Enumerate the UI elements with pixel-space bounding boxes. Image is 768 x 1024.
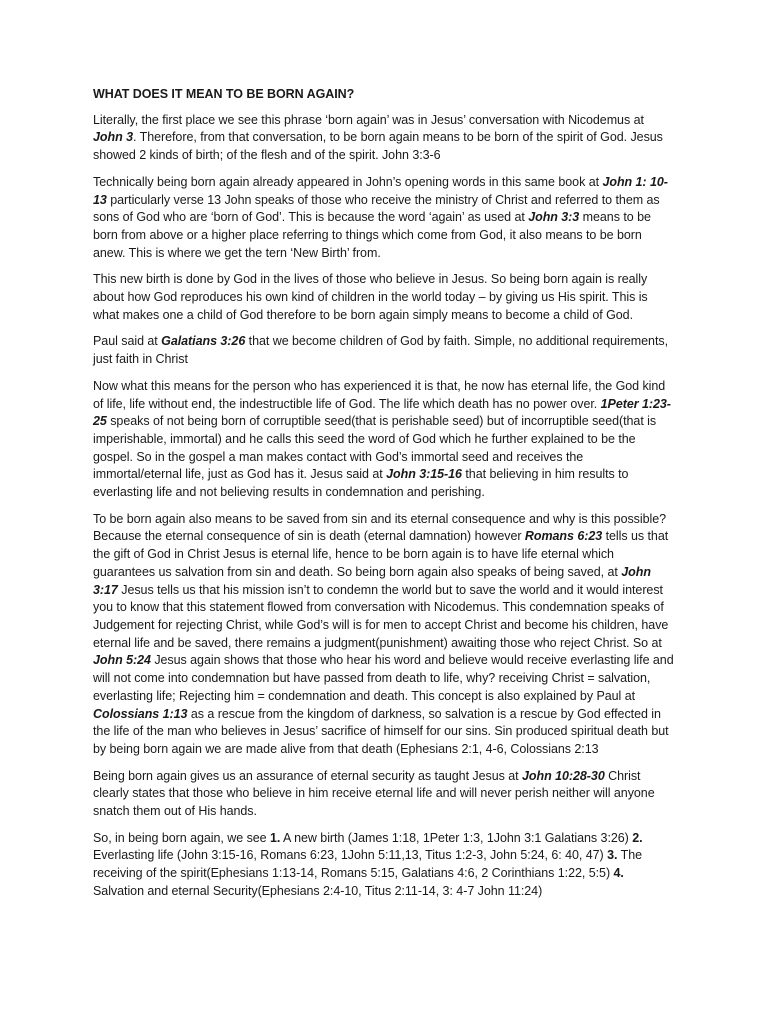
scripture-reference: John 3:3 [528, 210, 580, 225]
paragraph-text: The receiving of the spirit(Ephesians 1:13-14, Romans 5:15, Galatians 4:6, 2 Corinthians 1:22, 5:5) [93, 848, 643, 881]
scripture-reference: Romans 6:23 [524, 529, 603, 544]
paragraph [93, 271, 675, 324]
scripture-reference: John 5:24 [93, 653, 151, 668]
paragraph-text: Technically being born again already appeared in John’s opening words in this same book at [93, 174, 603, 189]
paragraph [93, 333, 675, 368]
paragraph-text: Being born again gives us an assurance of eternal security as taught Jesus at [93, 768, 522, 783]
paragraph-text: Literally, the first place we see this phrase ‘born again’ was in Jesus’ conversation with Nicodemus at [93, 112, 644, 127]
paragraph-text: Salvation and eternal Security(Ephesians 2:4-10, Titus 2:11-14, 3: 4-7 John 11:24) [93, 883, 543, 898]
paragraph-text: . Therefore, from that conversation, to be born again means to be born of the spirit of God. Jesus showed 2 kinds of birth; of the flesh and of the spirit. John 3:3-6 [93, 130, 663, 163]
paragraph [93, 830, 675, 901]
document-page [93, 86, 675, 910]
list-number: 1. [270, 830, 281, 845]
paragraph-text: So, in being born again, we see [93, 830, 270, 845]
paragraph [93, 112, 675, 165]
paragraph-text: tells us that the gift of God in Christ Jesus is eternal life, hence to be born again is to have life eternal which guarantees us salvation from sin and death. So being born again also speaks of being saved, at [93, 529, 669, 579]
list-number: 3. [607, 848, 618, 863]
list-number: 2. [632, 830, 643, 845]
paragraph [93, 174, 675, 263]
scripture-reference: Galatians 3:26 [161, 334, 246, 349]
paragraph-text: Paul said at [93, 334, 162, 349]
paragraph-text: speaks of not being born of corruptible seed(that is perishable seed) but of incorruptible seed(that is imperishable, immortal) and he calls this seed the word of God which he further explained to be the gospel. So in the gospel a man makes contact with God’s immortal seed and receives the immortal/eternal life, just as God has it. Jesus said at [93, 414, 657, 482]
scripture-reference: John 1: 10-13 [93, 174, 668, 207]
paragraph-text: particularly verse 13 John speaks of those who receive the ministry of Christ and referred to them as sons of God who are ‘born of God’. This is because the word ‘again’ as used at [93, 192, 660, 225]
scripture-reference: John 3:17 [93, 564, 651, 597]
document-body [93, 112, 675, 901]
paragraph [93, 378, 675, 502]
paragraph [93, 511, 675, 759]
paragraph-text: that believing in him results to everlasting life and not believing results in condemnation and perishing. [93, 467, 629, 500]
paragraph-text: Christ clearly states that those who believe in him receive eternal life and will never perish neither will anyone snatch them out of His hands. [93, 768, 655, 819]
paragraph-text: Jesus tells us that his mission isn’t to condemn the world but to save the world and it would interest you to know that this statement flowed from conversation with Nicodemus. This condemnation speaks of Judgement for rejecting Christ, while God’s will is for men to accept Christ and become his children, have eternal life and be saved, there remains a judgment(punishment) awaiting those who reject Christ. So at [93, 582, 669, 650]
paragraph-text: that we become children of God by faith. Simple, no additional requirements, just faith in Christ [93, 334, 669, 367]
paragraph-text: This new birth is done by God in the lives of those who believe in Jesus. So being born again is really about how God reproduces his own kind of children in the world today – by giving us His spirit. This is what makes one a child of God therefore to be born again simply means to become a child of God. [93, 272, 648, 322]
scripture-reference: John 3 [93, 130, 133, 145]
scripture-reference: Colossians 1:13 [93, 706, 188, 721]
paragraph-text: To be born again also means to be saved from sin and its eternal consequence and why is this possible? Because the eternal consequence of sin is death (eternal damnation) however [93, 511, 667, 544]
paragraph-text: Now what this means for the person who has experienced it is that, he now has eternal life, the God kind of life, life without end, the indestructible life of God. The life which death has no power over. [93, 378, 666, 411]
scripture-reference: John 3:15-16 [386, 467, 462, 482]
document-title: WHAT DOES IT MEAN TO BE BORN AGAIN? [93, 87, 355, 101]
paragraph-text: means to be born from above or a higher place referring to things which come from God, it also means to be born anew. This is where we get the tern ‘New Birth’ from. [93, 210, 651, 260]
scripture-reference: 1Peter 1:23-25 [93, 396, 671, 429]
paragraph-text: Everlasting life (John 3:15-16, Romans 6:23, 1John 5:11,13, Titus 1:2-3, John 5:24, 6: 40, 47) [93, 848, 608, 863]
list-number: 4. [613, 866, 624, 881]
paragraph-text: Jesus again shows that those who hear his word and believe would receive everlasting life and will not come into condemnation but have passed from death to life, why? receiving Christ = salvation, everlasting life; Rejecting him = condemnation and death. This concept is also explained by Paul at [93, 653, 674, 703]
scripture-reference: John 10:28-30 [522, 768, 605, 783]
paragraph-text: as a rescue from the kingdom of darkness, so salvation is a rescue by God effected in the life of the man who believes in Jesus’ sacrifice of himself for our sins. Sin produced spiritual death but by being born again we are made alive from that death (Ephesians 2:1, 4-6, Colossians 2:13 [93, 706, 669, 756]
paragraph-text: A new birth (James 1:18, 1Peter 1:3, 1John 3:1 Galatians 3:26) [280, 830, 633, 845]
paragraph [93, 768, 675, 821]
